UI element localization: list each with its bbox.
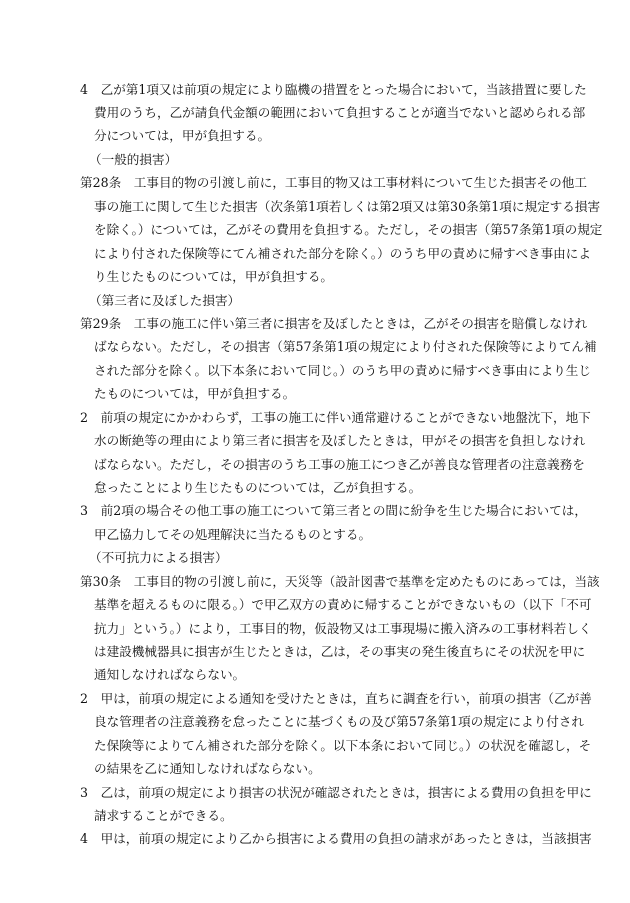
text-line: 3 乙は，前項の規定により損害の状況が確認されたときは，損害による費用の負担を甲に <box>80 785 592 800</box>
text-line: 抗力」という。）により，工事目的物，仮設物又は工事現場に搬入済みの工事材料若しく <box>94 621 592 636</box>
section-heading: （第三者に及ぼした損害） <box>89 293 241 308</box>
text-line: を除く。）については，乙がその費用を負担する。ただし，その損害（第57条第1項の規定 <box>94 222 603 237</box>
text-line: 怠ったことにより生じたものについては，乙が負担する。 <box>94 480 422 495</box>
text-line: 第28条 工事目的物の引渡し前に，工事目的物又は工事材料について生じた損害その他工 <box>80 175 587 190</box>
text-line: は建設機械器具に損害が生じたときは，乙は，その事実の発生後直ちにその状況を甲に <box>94 644 586 659</box>
text-line: の結果を乙に通知しなければならない。 <box>94 761 321 776</box>
text-line: 請求することができる。 <box>94 808 233 823</box>
text-line: 基準を超えるものに限る。）で甲乙双方の責めに帰することができないもの（以下「不可 <box>94 597 592 612</box>
text-line: 第29条 工事の施工に伴い第三者に損害を及ぼしたときは，乙がその損害を賠償しなけれ <box>80 316 588 331</box>
text-line: 良な管理者の注意義務を怠ったことに基づくもの及び第57条第1項の規定により付され <box>94 714 585 729</box>
text-line: 2 前項の規定にかかわらず，工事の施工に伴い通常避けることができない地盤沈下，地下 <box>80 410 591 425</box>
section-heading: （一般的損害） <box>89 152 178 167</box>
text-line: 水の断絶等の理由により第三者に損害を及ぼしたときは，甲がその損害を負担しなけれ <box>94 433 586 448</box>
text-line: 第30条 工事目的物の引渡し前に，天災等（設計図書で基準を定めたものにあっては，当該 <box>80 574 600 589</box>
section-heading: （不可抗力による損害） <box>89 550 228 565</box>
text-line: 費用のうち，乙が請負代金額の範囲において負担することが適当でないと認められる部 <box>94 105 586 120</box>
text-line: により付された保険等にてん補された部分を除く。）のうち甲の責めに帰すべき事由によ <box>94 246 591 261</box>
text-line: 通知しなければならない。 <box>94 667 246 682</box>
text-line: 3 前2項の場合その他工事の施工について第三者との間に紛争を生じた場合においては， <box>80 503 587 518</box>
text-line: ばならない。ただし，その損害（第57条第1項の規定により付された保険等によりてん補 <box>94 339 597 354</box>
text-line: 4 乙が第1項又は前項の規定により臨機の措置をとった場合において，当該措置に要した <box>80 82 587 97</box>
text-line: 4 甲は，前項の規定により乙から損害による費用の負担の請求があったときは，当該損害 <box>80 831 592 846</box>
text-line: た保険等によりてん補された部分を除く。以下本条において同じ。）の状況を確認し，そ <box>94 738 592 753</box>
text-line: 事の施工に関して生じた損害（次条第1項若しくは第2項又は第30条第1項に規定する損害 <box>94 199 601 214</box>
text-line: ばならない。ただし，その損害のうち工事の施工につき乙が善良な管理者の注意義務を <box>94 457 585 472</box>
text-line: たものについては，甲が負担する。 <box>94 386 296 401</box>
text-line: 甲乙協力してその処理解決に当たるものとする。 <box>94 527 372 542</box>
text-line: り生じたものについては，甲が負担する。 <box>94 269 334 284</box>
text-line: 2 甲は，前項の規定による通知を受けたときは，直ちに調査を行い，前項の損害（乙が善 <box>80 691 592 706</box>
text-line: された部分を除く。以下本条において同じ。）のうち甲の責めに帰すべき事由により生じ <box>94 363 591 378</box>
text-line: 分については，甲が負担する。 <box>94 128 271 143</box>
